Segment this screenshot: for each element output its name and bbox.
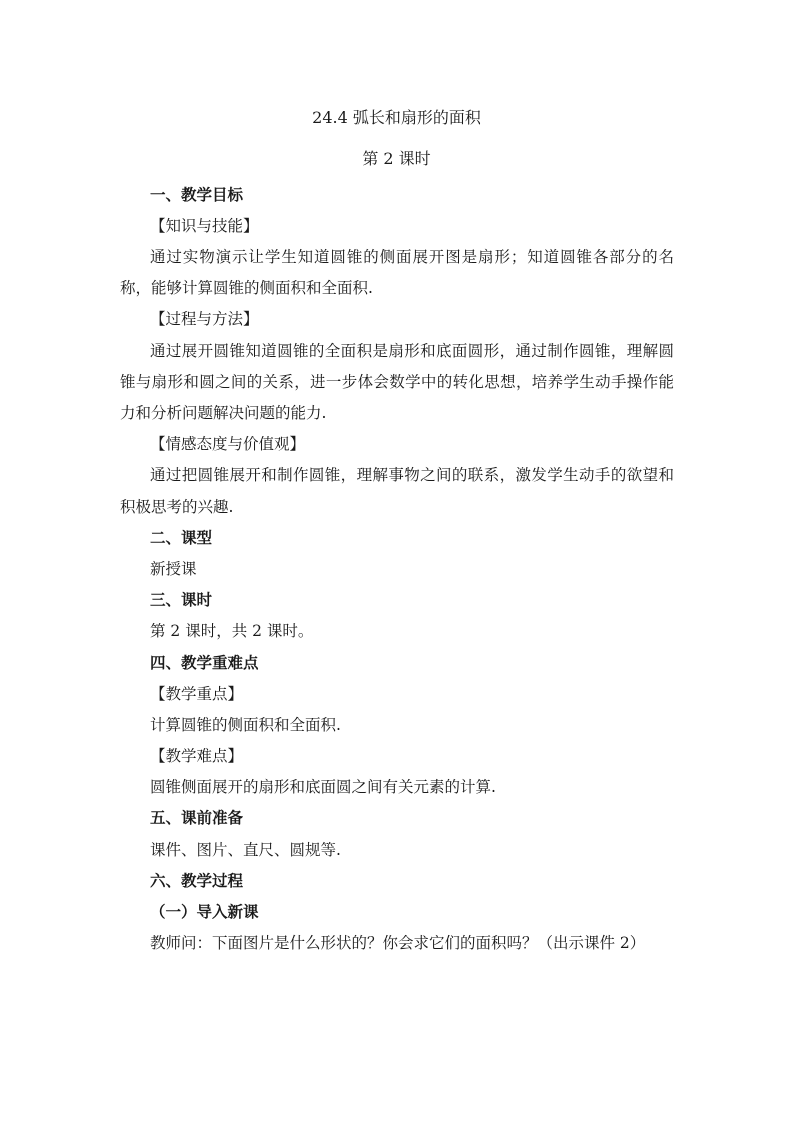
- process-label: 【过程与方法】: [150, 310, 259, 328]
- knowledge-line-2: 称，能够计算圆锥的侧面积和全面积.: [120, 279, 373, 297]
- subsection-heading-intro: （一）导入新课: [150, 902, 259, 921]
- process-line-1: [150, 341, 674, 361]
- document-title: 24.4 弧长和扇形的面积: [312, 108, 481, 127]
- focus-label: 【教学重点】: [150, 685, 244, 703]
- knowledge-label: 【知识与技能】: [150, 217, 259, 235]
- process-line-2: [120, 372, 674, 392]
- section-heading-lesson-type: 二、课型: [150, 528, 213, 547]
- emotion-line-2: 积极思考的兴趣.: [120, 498, 234, 516]
- lesson-type-text: 新授课: [150, 560, 197, 578]
- process-line-1-text: 通过展开圆锥知道圆锥的全面积是扇形和底面圆形，通过制作圆锥，理解圆: [150, 342, 674, 360]
- knowledge-line-1: [150, 247, 674, 267]
- difficulty-text: 圆锥侧面展开的扇形和底面圆之间有关元素的计算.: [150, 778, 496, 796]
- focus-text: 计算圆锥的侧面积和全面积.: [150, 716, 341, 734]
- periods-text: 第 2 课时，共 2 课时。: [150, 622, 314, 640]
- emotion-line-1: [150, 465, 674, 485]
- process-line-3: 力和分析问题解决问题的能力.: [120, 404, 327, 422]
- process-line-2-text: 锥与扇形和圆之间的关系，进一步体会数学中的转化思想，培养学生动手操作能: [120, 373, 674, 391]
- intro-text: 教师问：下面图片是什么形状的？你会求它们的面积吗？（出示课件 2）: [150, 934, 646, 952]
- emotion-label: 【情感态度与价值观】: [150, 435, 306, 453]
- document-subtitle: 第 2 课时: [362, 149, 431, 168]
- section-heading-objectives: 一、教学目标: [150, 185, 244, 204]
- section-heading-periods: 三、课时: [150, 590, 213, 609]
- difficulty-label: 【教学难点】: [150, 747, 244, 765]
- preparation-text: 课件、图片、直尺、圆规等.: [150, 841, 341, 859]
- knowledge-line-1-text: 通过实物演示让学生知道圆锥的侧面展开图是扇形；知道圆锥各部分的名: [150, 248, 674, 266]
- section-heading-process: 六、教学过程: [150, 871, 244, 890]
- emotion-line-1-text: 通过把圆锥展开和制作圆锥，理解事物之间的联系，激发学生动手的欲望和: [150, 466, 674, 484]
- section-heading-preparation: 五、课前准备: [150, 808, 244, 827]
- section-heading-key-points: 四、教学重难点: [150, 653, 259, 672]
